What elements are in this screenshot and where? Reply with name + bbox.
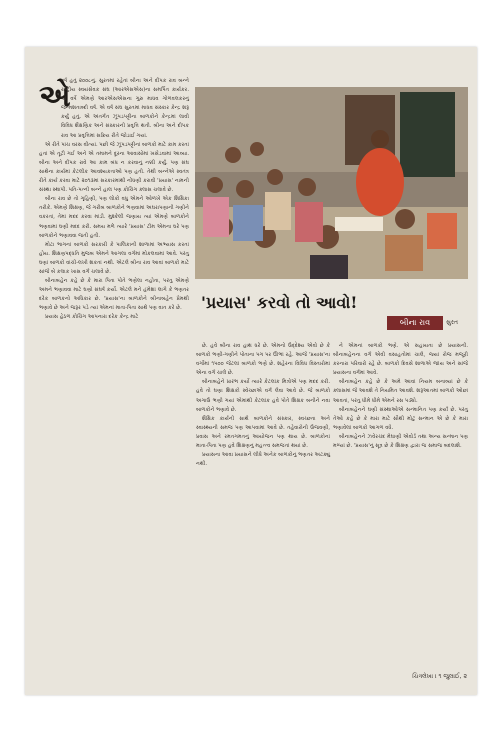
paragraph: પ્રયાસ હેઠળ કોચિંગ આપનારા દરેક કેન્દ્ર માટે — [45, 314, 139, 321]
author-badge: બીના રાવ — [387, 316, 443, 330]
paragraph: મોટા ભાગનાં બાળકો સરકારી કે પાલિકાની શાળામાં અભ્યાસ કરતાં હોય. શિક્ષણપદ્ધતિ મુજબ એમને આગલા વર્ગમાં મોકલવામાં આવે. પરંતુ ઘણાં બાળકો વાંચી-લખી શકતાં નથી. એટલે બીના રાવ આવાં બાળકો માટે સાંજે બે કલાક ખાસ વર્ગ ચલાવે છે. — [39, 241, 189, 275]
page-footer: ચિત્રલેખા । ૧ જુલાઈ, ૨ — [412, 673, 467, 680]
article-photo — [195, 87, 468, 279]
article-column-2 — [196, 342, 330, 469]
paragraph: પ્રયાસના આવા પ્રયાસને લીધે અનેક બાળકોનું ભણતર અટક્યું નથી. — [196, 452, 330, 468]
drop-cap: એ — [39, 79, 71, 114]
paragraph: ને એમનાં બાળકો ભણે. એ સહાયતા છે પ્રયાસની. બીનાબહેનના વર્ગ એવી વસાહતોમાં ચાલે, જ્યાં રોજ મજૂરી કરનારા પરિવારો રહે છે. બાળકો દિવસે શાળાએ જાય અને સાંજે પ્રયાસના વર્ગમાં આવે. — [333, 343, 468, 377]
article-column-3 — [333, 342, 468, 451]
paragraph: વર્ષ હતું ૨૦૦૮નું. સુરતમાં રહેતાં બીના અને દીપક રાવ બન્ને રાષ્ટ્રીય સ્વયંસેવક સંઘ (આરએસએસ)ના સમર્પિત કાર્યકર. એ વર્ષે એમણે આરએસએસના ગુરુ માધવ ગોળવલકરનું જન્મશતાબ્દી વર્ષ. એ વર્ષ સંઘ સુરતમાં માધવ સંસ્કાર કેન્દ્ર શરૂ કર્યું હતું. એ અંતર્ગત ઝૂંપડપટ્ટીના બાળકોને કેન્દ્રમાં લાવી વિવિધ શૈક્ષણિક અને સંસ્કારની પ્રવૃત્તિ થતી. બીના અને દીપક રાવ આ પ્રવૃત્તિમાં સક્રિય રીતે જોડાઈ ગયાં. — [61, 78, 189, 139]
paragraph: એ રીતે પાંચ વરસ વીત્યાં. પછી જે ઝૂંપડપટ્ટીનાં બાળકો માટે કામ કરતાં હતાં એ તૂટી ગઈ અને એ તમામને દૂરના આવાસોમાં ખસેડવામાં આવ્યા. બીના અને દીપક રાવે આ કામ બંધ ન કરવાનું નક્કી કર્યું. પણ સંઘ સાથેના કાર્યમાં કેટલીક આવશ્યકતાઓ પણ હતી. તેથી બન્નેએ સ્વતંત્ર રીતે કાર્ય કરવા માટે ૨૦૧૩માં સરકારમાંથી નોંધણી કરાવી 'પ્રયાસ' નામની સંસ્થા સ્થાપી. પતિ-પત્ની બન્ને હાલ પણ કોચિંગ ક્લાસ ચલાવે છે. — [39, 141, 189, 194]
magazine-page — [25, 47, 477, 695]
paragraph: બીનાબહેને પ્રારંભ કર્યો ત્યારે કેટલાંક મિત્રોએ પણ મદદ કરી. હવે તો ઘણા શિક્ષકો સ્વેચ્છાએ વર્ગ લેવા આવે છે. જે બાળકો અગાઉ ભણી ગયાં એમાંથી કેટલાંક હવે પોતે શિક્ષક બનીને નવા બાળકોને ભણાવે છે. — [196, 379, 330, 413]
paragraph: બીનાબહેનને ઝવેરચંદ મેઘાણી એવોર્ડ તથા અન્ય સન્માન પણ મળ્યાં છે. 'પ્રયાસ'નું સૂત્ર છે કે શિક્ષણ દ્વારા જ સમાજ બદલાશે. — [333, 433, 468, 450]
paragraph: છે. હવે બીના રાવ હાથ ધરે છે. એમનો ઉદ્દેશ્ય એવો છે કે બાળકો ભણી-ગણીને પોતાના પગ પર ઊભાં રહે. આજે 'પ્રયાસ'ના વર્ગોમાં ૧૫૦૦ જેટલાં બાળકો ભણે છે. શહેરના વિવિધ વિસ્તારોમાં એના વર્ગ ચાલે છે. — [196, 343, 330, 377]
article-headline: 'પ્રયાસ' કરવો તો આવો! — [201, 293, 358, 312]
paragraph: શૈક્ષિક કાર્યની સાથે બાળકોને સંસ્કાર, સ્વચ્છતા અને સ્વાસ્થ્યની સમજ પણ આપવામાં આવે છે. તહેવારોની ઉજવણી, પ્રવાસ અને રમતગમતનું આયોજન પણ થાય છે. બાળકોનાં માતા-પિતા પણ હવે શિક્ષણનું મહત્ત્વ સમજતાં થયાં છે. — [196, 415, 330, 450]
article-column-1 — [39, 77, 189, 323]
paragraph: બીના રાવ છે તો ગૃહિણી, પણ લોકો વધુ એમને ઓળખે એક શિક્ષિકા તરીકે. એમણે શિક્ષણ, જે ગરીબ બાળકોને ભણવામાં અઘરાપણાની ગણીને વકરતાં, તેમાં મદદ કરવા માંડી. મુશ્કેલી જણાય ત્યાં એમણે બાળકોને ભણવામાં ઘણી મદદ કરી. સમય મળે ત્યારે 'પ્રયાસ' ટીમ એમના ઘરે પણ બાળકોને ભણાવવા જતી હતી. — [39, 196, 189, 239]
paragraph: બીનાબહેનને ઘણી સંસ્થાઓએ સન્માનિત પણ કર્યાં છે. પરંતુ તેઓ કહે છે કે મારા માટે સૌથી મોટું સન્માન એ છે કે મારા ભણાવેલાં બાળકો આગળ વધે. — [333, 406, 468, 431]
paragraph: બીનાબહેન કહે છે કે મારા પિતા પોતે ભણેલા નહોતા, પરંતુ એમણે અમને ભણાવવા માટે ઘણો સંઘર્ષ કર્યો. એટલે મને હંમેશાં લાગે કે ભણતર દરેક બાળકનો અધિકાર છે. 'પ્રયાસ'ના બાળકોને બીનાબહેન પ્રેમથી ભણાવે છે અને જરૂર પડે ત્યાં એમનાં માતા-પિતા સાથે પણ વાત કરે છે. — [39, 278, 189, 312]
paragraph: બીનાબહેન કહે છે કે અમે આવાં નિયમ બનાવ્યાં છે કે ક્લાસમાં જે આવશે તે નિયમિત આવશે. શરૂઆતમાં બાળકો ઓછાં આવતાં, પરંતુ ધીમે ધીમે એમને રસ પડ્યો. — [333, 379, 468, 404]
author-city: સુરત — [446, 319, 458, 326]
